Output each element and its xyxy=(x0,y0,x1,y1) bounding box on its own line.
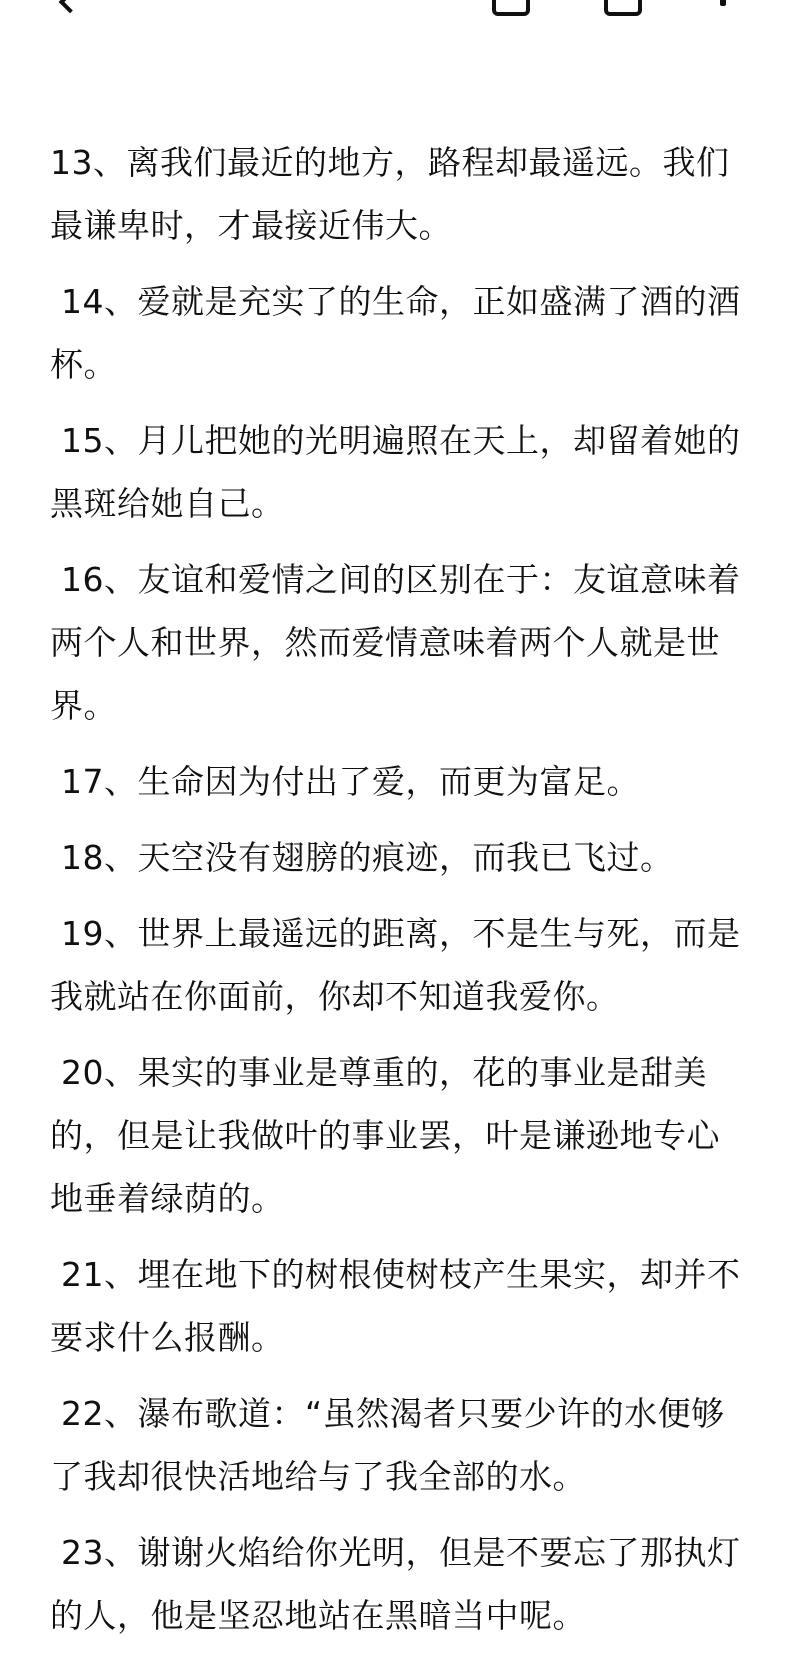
quote-16: 16、友谊和爱情之间的区别在于：友谊意味着两个人和世界，然而爱情意味着两个人就是世界。 xyxy=(50,560,741,725)
quote-14: 14、爱就是充实了的生命，正如盛满了酒的酒杯。 xyxy=(50,282,741,384)
quote-17: 17、生命因为付出了爱，而更为富足。 xyxy=(50,762,640,801)
quote-15: 15、月儿把她的光明遍照在天上，却留着她的黑斑给她自己。 xyxy=(50,421,741,523)
quote-19: 19、世界上最遥远的距离，不是生与死，而是我就站在你面前，你却不知道我爱你。 xyxy=(50,914,741,1016)
quote-23: 23、谢谢火焰给你光明，但是不要忘了那执灯的人，他是坚忍地站在黑暗当中呢。 xyxy=(50,1533,741,1635)
more-icon[interactable] xyxy=(720,0,726,6)
share-icon[interactable] xyxy=(604,0,642,16)
quote-13: 13、离我们最近的地方，路程却最遥远。我们最谦卑时，才最接近伟大。 xyxy=(50,143,730,245)
quote-list xyxy=(50,131,750,1660)
quote-20: 20、果实的事业是尊重的，花的事业是甜美的，但是让我做叶的事业罢，叶是谦逊地专心地垂着绿荫的。 xyxy=(50,1053,720,1218)
quote-21: 21、埋在地下的树根使树枝产生果实，却并不要求什么报酬。 xyxy=(50,1255,741,1357)
back-arrow-icon[interactable] xyxy=(59,0,82,13)
quote-18: 18、天空没有翅膀的痕迹，而我已飞过。 xyxy=(50,838,674,877)
quote-22: 22、瀑布歌道：“虽然渴者只要少许的水便够了我却很快活地给与了我全部的水。 xyxy=(50,1394,725,1496)
top-navigation-bar xyxy=(0,0,800,14)
copy-icon[interactable] xyxy=(492,0,530,16)
